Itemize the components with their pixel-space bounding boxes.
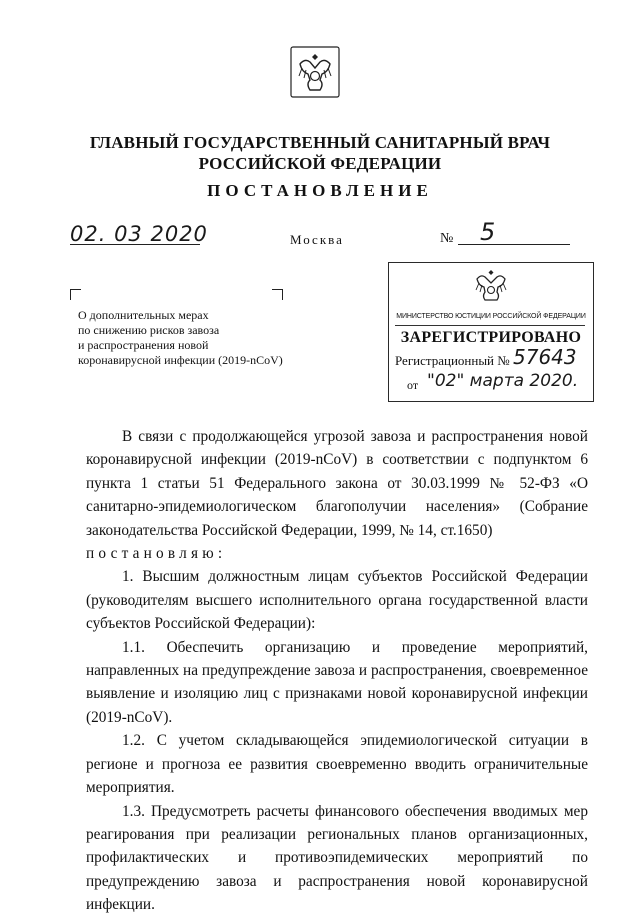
- subject-line: О дополнительных мерах: [78, 308, 209, 322]
- issuing-authority: [0, 132, 640, 174]
- stamp-ministry-name: МИНИСТЕРСТВО ЮСТИЦИИ РОССИЙСКОЙ ФЕДЕРАЦИИ: [396, 313, 586, 320]
- stamp-from-label: от: [407, 378, 419, 392]
- authority-line-2: РОССИЙСКОЙ ФЕДЕРАЦИИ: [198, 154, 442, 173]
- registration-stamp: [388, 262, 594, 402]
- date-underline: [70, 244, 200, 245]
- subject-line: и распространения новой: [78, 338, 209, 352]
- document-type-title: ПОСТАНОВЛЕНИЕ: [207, 181, 433, 200]
- subject-line: коронавирусной инфекции (2019-nCoV): [78, 353, 283, 367]
- item-1-1: 1.1. Обеспечить организацию и проведение мероприятий, направленных на предупреждение завоза и распространения, своевременное выявление и изоляцию лиц с признаками новой коронавирусной инфекции (2019-nCoV).: [86, 638, 588, 726]
- document-subject: [78, 308, 328, 368]
- document-number: 5: [480, 218, 496, 246]
- stamp-registration-number-label: Регистрационный №: [395, 353, 510, 368]
- number-underline: [458, 244, 570, 245]
- subject-bracket-right: [272, 289, 283, 300]
- document-date: 02. 03 2020: [70, 222, 208, 246]
- russian-coat-of-arms-icon: [290, 46, 340, 98]
- item-1-2: 1.2. С учетом складывающейся эпидемиологической ситуации в регионе и прогноза ее развития своевременно вводить ограничительные мероприятия.: [86, 732, 588, 797]
- subject-bracket-left: [70, 289, 81, 300]
- russian-coat-of-arms-icon: [471, 267, 511, 309]
- decree-word: постановляю:: [86, 545, 227, 563]
- item-1: 1. Высшим должностным лицам субъектов Российской Федерации (руководителям высшего исполнительного органа государственной власти субъектов Российской Федерации):: [86, 568, 588, 633]
- stamp-divider: [395, 325, 585, 326]
- stamp-registration-date: "02" марта 2020.: [427, 371, 579, 391]
- stamp-registered-label: ЗАРЕГИСТРИРОВАНО: [400, 329, 582, 346]
- stamp-registration-number: 57643: [513, 345, 577, 369]
- subject-line: по снижению рисков завоза: [78, 323, 220, 337]
- authority-line-1: ГЛАВНЫЙ ГОСУДАРСТВЕННЫЙ САНИТАРНЫЙ ВРАЧ: [89, 133, 551, 152]
- city-label: Москва: [290, 232, 344, 247]
- item-1-3: 1.3. Предусмотреть расчеты финансового обеспечения вводимых мер реагирования при реализации региональных планов организационных, профилактических и противоэпидемических мероприятий по предупреждению завоза и распространения новой коронавирусной инфекции.: [86, 802, 588, 914]
- number-label: №: [440, 231, 454, 246]
- preamble-paragraph: В связи с продолжающейся угрозой завоза и распространения новой коронавирусной инфекции (2019-nCoV) в соответствии с подпунктом 6 пункта 1 статьи 51 Федерального закона от 30.03.1999 № 52-ФЗ «О санитарно-эпидемиологическом благополучии населения» (Собрание законодательства Российской Федерации, 1999, № 14, ст.1650): [86, 428, 588, 539]
- document-body: [86, 425, 588, 917]
